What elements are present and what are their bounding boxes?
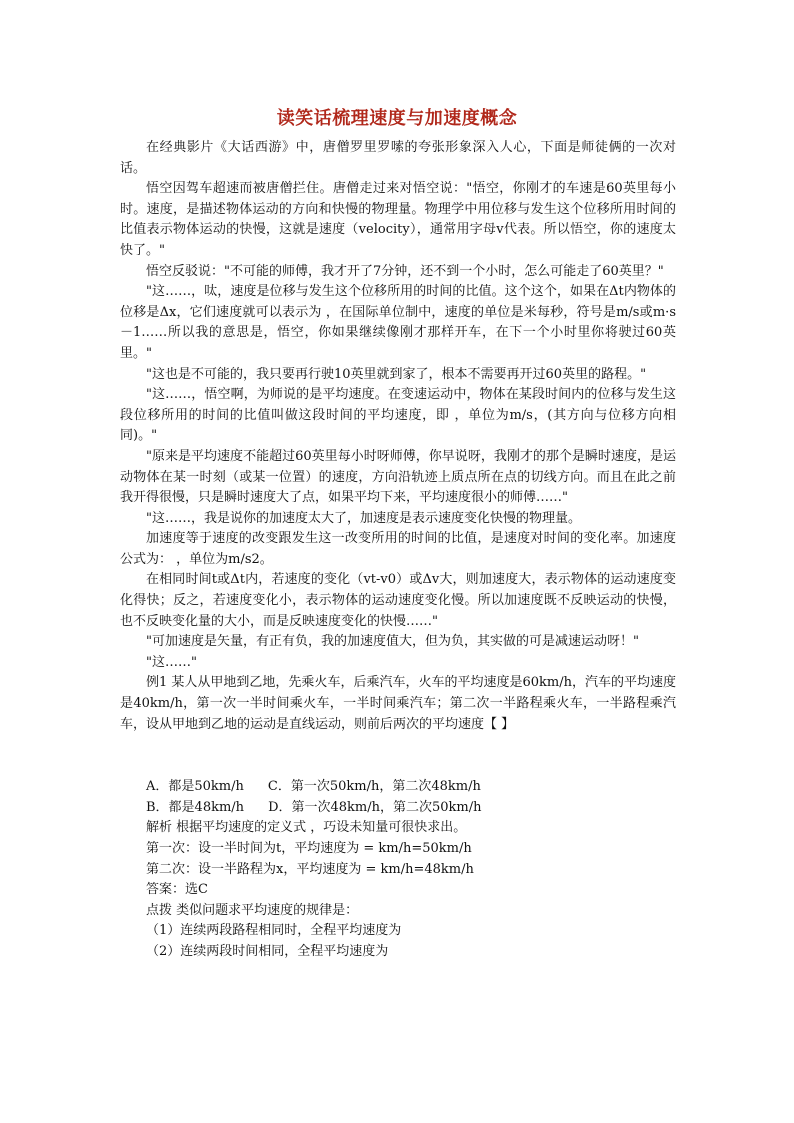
- solution-first: 第一次：设一半时间为t，平均速度为 = km/h=50km/h: [146, 841, 472, 856]
- paragraph: "这……": [146, 654, 197, 670]
- option-a: A．都是50km/h: [146, 779, 244, 795]
- option-b: B．都是48km/h: [146, 799, 245, 815]
- option-c: C．第一次50km/h，第二次48km/h: [267, 779, 481, 795]
- answer-options: [146, 777, 676, 818]
- solution-tip: 点拨 类似问题求平均速度的规律是：: [146, 902, 359, 918]
- example-question: 例1 某人从甲地到乙地，先乘火车，后乘汽车，火车的平均速度是60km/h，汽车的平均速度是40km/h，第一次一半时间乘火车，一半时间乘汽车；第二次一半路程乘火车，一半路程乘汽车，设从甲地到乙地的运动是直线运动，则前后两次的平均速度【 】: [120, 675, 676, 732]
- paragraph: "可加速度是矢量，有正有负，我的加速度值大，但为负，其实做的可是减速运动呀！": [146, 634, 639, 650]
- paragraph: "这……，我是说你的加速度太大了，加速度是表示速度变化快慢的物理量。: [146, 510, 581, 526]
- options-row-1: [146, 777, 676, 798]
- solution-answer: 答案：选C: [146, 882, 208, 898]
- solution-rule-1: （1）连续两段路程相同时，全程平均速度为: [146, 923, 402, 939]
- solution-rule-2: （2）连续两段时间相同，全程平均速度为: [146, 943, 389, 959]
- paragraph: "这……，悟空啊，为师说的是平均速度。在变速运动中，物体在某段时间内的位移与发生这段位移所用的时间的比值叫做这段时间的平均速度，即 ，单位为m/s，(其方向与位移方向相同)。": [120, 387, 676, 444]
- paragraph: "原来是平均速度不能超过60英里每小时呀师傅，你早说呀，我刚才的那个是瞬时速度，是运动物体在某一时刻（或某一位置）的速度，方向沿轨迹上质点所在点的切线方向。而且在此之前我开得很慢，只是瞬时速度大了点，如果平均下来，平均速度很小的师傅……": [120, 448, 676, 506]
- option-d: D．第一次48km/h，第二次50km/h: [268, 799, 482, 815]
- paragraph: "这……，呔，速度是位移与发生这个位移所用的时间的比值。这个这个，如果在Δt内物体的位移是Δx，它们速度就可以表示为 ，在国际单位制中，速度的单位是米每秒，符号是m/s或m·s－1……所以我的意思是，悟空，你如果继续像刚才那样开车，在下一个小时里你将驶过60英里。": [120, 284, 676, 361]
- spacer: [120, 735, 676, 777]
- paragraph: 在相同时间t或Δt内，若速度的变化（vt-v0）或Δv大，则加速度大，表示物体的运动速度变化得快；反之，若速度变化小，表示物体的运动速度变化慢。所以加速度既不反映运动的快慢，也不反映变化量的大小，而是反映速度变化的快慢……": [120, 572, 676, 629]
- solution-analysis: 解析 根据平均速度的定义式 ，巧设未知量可很快求出。: [146, 820, 467, 836]
- options-row-2: [146, 798, 676, 819]
- paragraph: 悟空因驾车超速而被唐僧拦住。唐僧走过来对悟空说："悟空，你刚才的车速是60英里每小时。速度，是描述物体运动的方向和快慢的物理量。物理学中用位移与发生这个位移所用时间的比值表示物体运动的快慢，这就是速度（velocity），通常用字母v代表。所以悟空，你的速度太快了。": [120, 181, 676, 258]
- paragraph: 在经典影片《大话西游》中，唐僧罗里罗嗦的夸张形象深入人心，下面是师徒俩的一次对话。: [120, 140, 676, 176]
- document-title: 读笑话梳理速度与加速度概念: [276, 108, 518, 129]
- paragraph: 加速度等于速度的改变跟发生这一改变所用的时间的比值，是速度对时间的变化率。加速度公式为： ，单位为m/s2。: [120, 531, 676, 567]
- paragraph: 悟空反驳说："不可能的师傅，我才开了7分钟，还不到一个小时，怎么可能走了60英里？": [146, 263, 664, 279]
- paragraph: "这也是不可能的，我只要再行驶10英里就到家了，根本不需要再开过60英里的路程。": [146, 366, 647, 382]
- solution-second: 第二次：设一半路程为x，平均速度为 = km/h=48km/h: [146, 861, 474, 877]
- document-body: [120, 138, 676, 963]
